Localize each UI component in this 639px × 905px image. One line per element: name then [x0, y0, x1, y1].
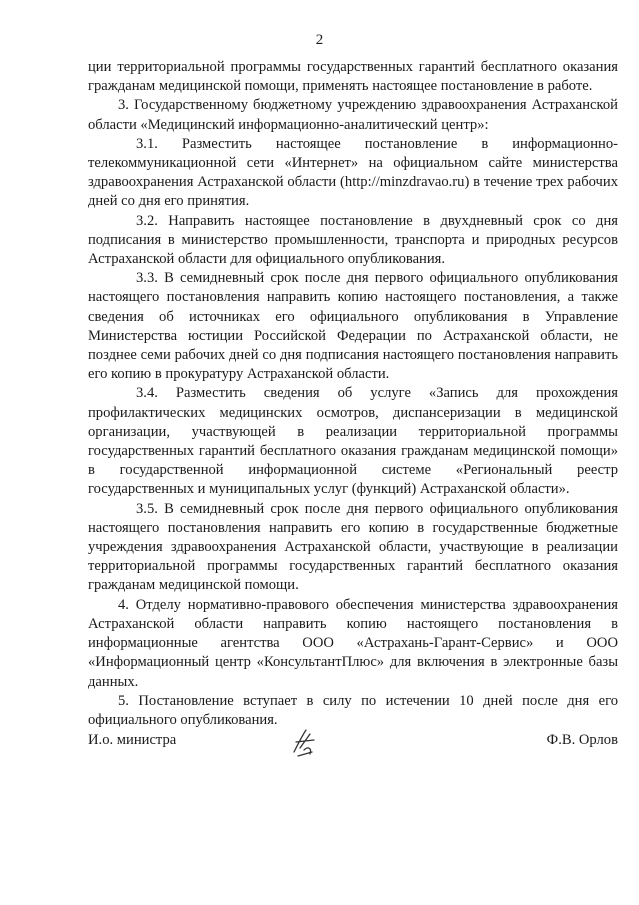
- signatory-name: Ф.В. Орлов: [546, 732, 618, 748]
- signature-block: [88, 732, 618, 762]
- signatory-position: И.о. министра: [88, 732, 177, 748]
- paragraph-3-3: 3.3. В семидневный срок после дня первого официального опубликования настоящего постановления направить копию настоящего постановления, а также сведения об источниках его официального опубликования в Управление Министерства юстиции Российской Федерации по Астраханской области, не позднее семи рабочих дней со дня подписания настоящего постановления направить его копию в прокуратуру Астраханской области.: [88, 270, 618, 383]
- paragraph-4: 4. Отделу нормативно-правового обеспечения министерства здравоохранения Астраханской области направить копию настоящего постановления в информационные агентства ООО «Астрахань-Гарант-Сервис» и ООО «Информационный центр «КонсультантПлюс» для включения в электронные базы данных.: [88, 596, 618, 690]
- paragraph-continuation: ции территориальной программы государственных гарантий бесплатного оказания гражданам медицинской помощи, применять настоящее постановление в работе.: [88, 59, 618, 95]
- page-number: 2: [315, 32, 324, 48]
- paragraph-3-2: 3.2. Направить настоящее постановление в двухдневный срок со дня подписания в министерство промышленности, транспорта и природных ресурсов Астраханской области для официального опубликования.: [88, 212, 618, 268]
- document-body: [88, 58, 618, 730]
- paragraph-3: 3. Государственному бюджетному учреждению здравоохранения Астраханской области «Медицинский информационно-аналитический центр»:: [88, 97, 618, 133]
- paragraph-3-1: 3.1. Разместить настоящее постановление в информационно-телекоммуникационной сети «Интернет» на официальном сайте министерства здравоохранения Астраханской области (http://minzdravao.ru) в течение трех рабочих дней со дня его принятия.: [88, 135, 618, 210]
- paragraph-3-5: 3.5. В семидневный срок после дня первого официального опубликования настоящего постановления направить его копию в государственные бюджетные учреждения здравоохранения Астраханской области, участвующие в реализации территориальной программы государственных гарантий бесплатного оказания гражданам медицинской помощи.: [88, 500, 618, 594]
- handwritten-signature: [288, 726, 322, 760]
- paragraph-3-4: 3.4. Разместить сведения об услуге «Запись для прохождения профилактических медицинских осмотров, диспансеризации в медицинской организации, участвующей в реализации территориальной программы государственных гарантий бесплатного оказания гражданам медицинской помощи» в государственной информационной системе «Региональный реестр государственных и муниципальных услуг (функций) Астраханской области».: [88, 385, 618, 498]
- paragraph-5: 5. Постановление вступает в силу по истечении 10 дней после дня его официального опубликования.: [88, 692, 618, 728]
